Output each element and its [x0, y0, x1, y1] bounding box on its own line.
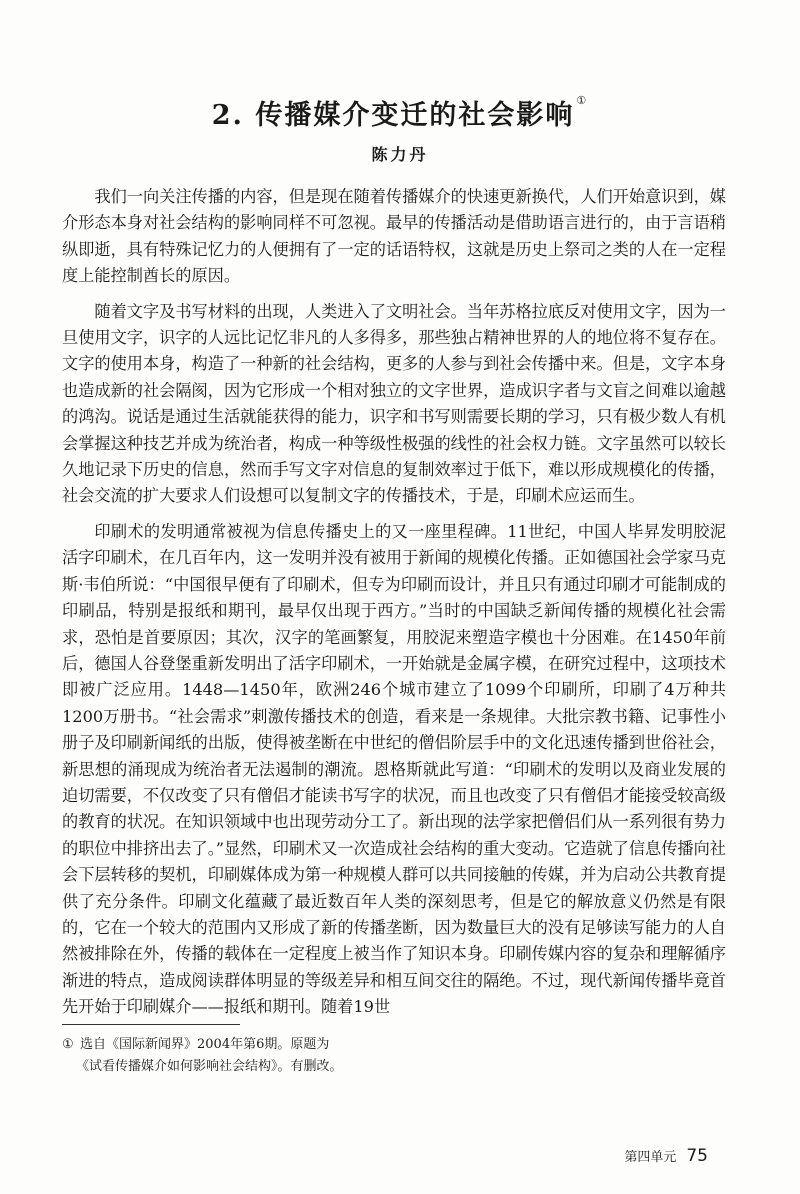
- page-footer: [624, 1146, 708, 1166]
- footnote-source: 选自《国际新闻界》2004年第6期。原题为: [80, 1037, 330, 1052]
- paragraph: 我们一向关注传播的内容，但是现在随着传播媒介的快速更新换代，人们开始意识到，媒介形态本身对社会结构的影响同样不可忽视。最早的传播活动是借助语言进行的，由于言语稍纵即逝，具有特殊记忆力的人便拥有了一定的话语特权，这就是历史上祭司之类的人在一定程度上能控制酋长的原因。: [62, 187, 726, 286]
- article-title-text: 2. 传播媒介变迁的社会影响: [211, 100, 575, 132]
- paragraph: 印刷术的发明通常被视为信息传播史上的又一座里程碑。11世纪，中国人毕昇发明胶泥活字印刷术，在几百年内，这一发明并没有被用于新闻的规模化传播。正如德国社会学家马克斯·韦伯所说：“中国很早便有了印刷术，但专为印刷而设计，并且只有通过印刷才可能制成的印刷品，特别是报纸和期刊，最早仅出现于西方。”当时的中国缺乏新闻传播的规模化社会需求，恐怕是首要原因；其次，汉字的笔画繁复，用胶泥来塑造字模也十分困难。在1450年前后，德国人谷登堡重新发明出了活字印刷术，一开始就是金属字模，在研究过程中，这项技术即被广泛应用。1448—1450年，欧洲246个城市建立了1099个印刷所，印刷了4万种共1200万册书。“社会需求”刺激传播技术的创造，看来是一条规律。大批宗教书籍、记事性小册子及印刷新闻纸的出版，使得被垄断在中世纪的僧侣阶层手中的文化迅速传播到世俗社会，新思想的涌现成为统治者无法遏制的潮流。恩格斯就此写道：“印刷术的发明以及商业发展的迫切需要，不仅改变了只有僧侣才能读书写字的状况，而且也改变了只有僧侣才能接受较高级的教育的状况。在知识领域中也出现劳动分工了。新出现的法学家把僧侣们从一系列很有势力的职位中排挤出去了。”显然，印刷术又一次造成社会结构的重大变动。它造就了信息传播向社会下层转移的契机，印刷媒体成为第一种规模人群可以共同接触的传媒，并为启动公共教育提供了充分条件。印刷文化蕴藏了最近数百年人类的深刻思考，但是它的解放意义仍然是有限的，它在一个较大的范围内又形成了新的传播垄断，因为数量巨大的没有足够读写能力的人自然被排除在外，传播的载体在一定程度上被当作了知识本身。印刷传媒内容的复杂和理解循序渐进的特点，造成阅读群体明显的等级差异和相互间交往的隔绝。不过，现代新闻传播毕竟首先开始于印刷媒介——报纸和期刊。随着19世: [62, 521, 726, 1017]
- article-body: [62, 184, 726, 1030]
- footnote-line-1: [62, 1034, 562, 1056]
- paragraph: 随着文字及书写材料的出现，人类进入了文明社会。当年苏格拉底反对使用文字，因为一旦使用文字，识字的人远比记忆非凡的人多得多，那些独占精神世界的人的地位将不复存在。文字的使用本身，构造了一种新的社会结构，更多的人参与到社会传播中来。但是，文字本身也造成新的社会隔阂，因为它形成一个相对独立的文字世界，造成识字者与文盲之间难以逾越的鸿沟。说话是通过生活就能获得的能力，识字和书写则需要长期的学习，只有极少数人有机会掌握这种技艺并成为统治者，构成一种等级性极强的线性的社会权力链。文字虽然可以较长久地记录下历史的信息，然而手写文字对信息的复制效率过于低下，难以形成规模化的传播，社会交流的扩大要求人们设想可以复制文字的传播技术，于是，印刷术应运而生。: [62, 301, 726, 506]
- title-footnote-mark: ①: [576, 94, 589, 108]
- footnote: [62, 1034, 562, 1078]
- unit-label: 第四单元: [624, 1150, 677, 1165]
- footnote-mark: ①: [62, 1037, 74, 1052]
- page-number: 75: [686, 1146, 708, 1166]
- footnote-divider: [62, 1024, 240, 1025]
- footnote-line-2: 《试看传播媒介如何影响社会结构》。有删改。: [76, 1059, 343, 1074]
- article-author: 陈力丹: [371, 145, 429, 164]
- article-title: [0, 94, 800, 132]
